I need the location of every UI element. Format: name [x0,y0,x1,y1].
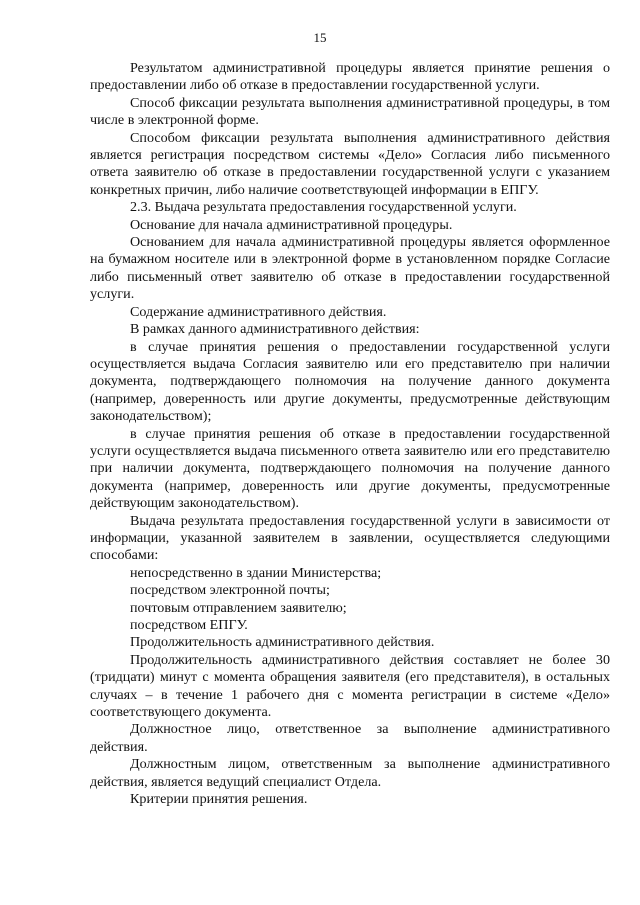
paragraph: Способом фиксации результата выполнения административного действия является регистрация посредством системы «Дело» Согласия либо письменного ответа заявителю об отказе в предоставлении государственной услуги с указанием конкретных причин, либо наличие соответствующей информации в ЕПГУ. [90,129,610,198]
page-number: 15 [313,30,327,45]
document-body [90,60,610,808]
list-item: почтовым отправлением заявителю; [130,599,347,616]
paragraph: Продолжительность административного действия составляет не более 30 (тридцати) минут с момента обращения заявителя (его представителя), в остальных случаях – в течение 1 рабочего дня с момента регистрации в системе «Дело» соответствующего документа. [90,651,610,721]
list-item: непосредственно в здании Министерства; [130,564,382,581]
paragraph: Способ фиксации результата выполнения административной процедуры, в том числе в электронной форме. [90,94,610,129]
paragraph: Должностное лицо, ответственное за выполнение административного действия. [90,721,610,755]
paragraph: В рамках данного административного действия: [130,321,420,338]
paragraph: Продолжительность административного действия. [130,634,435,651]
paragraph: Содержание административного действия. [130,303,387,320]
list-item: посредством электронной почты; [130,582,330,599]
paragraph: Основание для начала административной процедуры. [130,216,453,233]
list-item: посредством ЕПГУ. [130,617,248,633]
paragraph: Результатом административной процедуры является принятие решения о предоставлении либо об отказе в предоставлении государственной услуги. [90,60,610,94]
paragraph: в случае принятия решения о предоставлении государственной услуги осуществляется выдача Согласия заявителю или его представителю при наличии документа, подтверждающего полномочия на получение данного документа (например, доверенность или другие документы, предусмотренные действующим законодательством); [90,338,610,425]
paragraph: Основанием для начала административной процедуры является оформленное на бумажном носителе или в электронной форме в установленном порядке Согласие либо письменный ответ заявителю об отказе в предоставлении государственной услуги. [90,234,610,303]
section-heading: 2.3. Выдача результата предоставления государственной услуги. [130,199,517,216]
paragraph: Выдача результата предоставления государственной услуги в зависимости от информации, указанной заявителем в заявлении, осуществляется следующими способами: [90,512,610,564]
paragraph: Критерии принятия решения. [130,791,308,808]
paragraph: Должностным лицом, ответственным за выполнение административного действия, является ведущий специалист Отдела. [90,756,610,790]
paragraph: в случае принятия решения об отказе в предоставлении государственной услуги осуществляется выдача письменного ответа заявителю или его представителю при наличии документа, подтверждающего полномочия на получение данного документа (например, доверенность или другие документы, предусмотренные действующим законодательством). [90,425,610,512]
